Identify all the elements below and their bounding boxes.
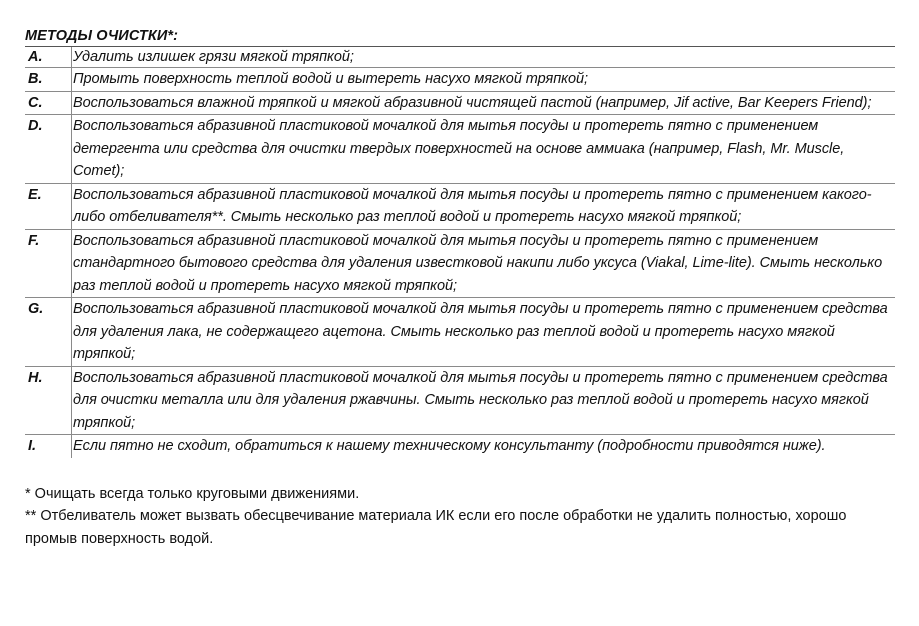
footnotes xyxy=(25,483,895,551)
methods-table xyxy=(25,47,895,458)
method-code: E. xyxy=(25,183,72,229)
method-row-g xyxy=(25,298,895,367)
method-description: Воспользоваться абразивной пластиковой мочалкой для мытья посуды и протереть пятно с применением какого-либо отбеливателя**. Смыть несколько раз теплой водой и протереть насухо мягкой тряпкой; xyxy=(72,183,896,229)
method-row-b xyxy=(25,68,895,92)
method-code: C. xyxy=(25,91,72,115)
method-code: H. xyxy=(25,366,72,435)
method-description: Воспользоваться абразивной пластиковой мочалкой для мытья посуды и протереть пятно с применением стандартного бытового средства для удаления известковой накипи либо уксуса (Viakal, Lime-lite). Смыть несколько раз теплой водой и протереть насухо мягкой тряпкой; xyxy=(72,229,896,298)
method-row-i xyxy=(25,435,895,458)
method-row-e xyxy=(25,183,895,229)
method-row-h xyxy=(25,366,895,435)
methods-title: МЕТОДЫ ОЧИСТКИ*: xyxy=(25,26,895,47)
method-code: I. xyxy=(25,435,72,458)
method-code: B. xyxy=(25,68,72,92)
footnote-bleach-warning: ** Отбеливатель может вызвать обесцвечивание материала ИК если его после обработки не удалить полностью, хорошо промыв поверхность водой. xyxy=(25,508,847,547)
method-description: Воспользоваться абразивной пластиковой мочалкой для мытья посуды и протереть пятно с применением детергента или средства для очистки твердых поверхностей на основе аммиака (например, Flash, Mr. Muscle, Comet); xyxy=(72,115,896,184)
method-code: G. xyxy=(25,298,72,367)
method-description: Промыть поверхность теплой водой и вытереть насухо мягкой тряпкой; xyxy=(72,68,896,92)
method-description: Воспользоваться влажной тряпкой и мягкой абразивной чистящей пастой (например, Jif active, Bar Keepers Friend); xyxy=(72,91,896,115)
method-code: F. xyxy=(25,229,72,298)
method-description: Воспользоваться абразивной пластиковой мочалкой для мытья посуды и протереть пятно с применением средства для удаления лака, не содержащего ацетона. Смыть несколько раз теплой водой и протереть насухо мягкой тряпкой; xyxy=(72,298,896,367)
method-row-c xyxy=(25,91,895,115)
method-code: D. xyxy=(25,115,72,184)
method-description: Если пятно не сходит, обратиться к нашему техническому консультанту (подробности приводятся ниже). xyxy=(73,438,826,454)
method-description: Воспользоваться абразивной пластиковой мочалкой для мытья посуды и протереть пятно с применением средства для очистки металла или для удаления ржавчины. Смыть несколько раз теплой водой и протереть насухо мягкой тряпкой; xyxy=(72,366,896,435)
method-row-f xyxy=(25,229,895,298)
method-row-d xyxy=(25,115,895,184)
method-row-a xyxy=(25,47,895,68)
method-code: A. xyxy=(25,47,72,68)
cleaning-methods-document xyxy=(25,26,895,550)
footnote-circular-motion: * Очищать всегда только круговыми движениями. xyxy=(25,485,360,502)
method-description: Удалить излишек грязи мягкой тряпкой; xyxy=(72,47,896,68)
